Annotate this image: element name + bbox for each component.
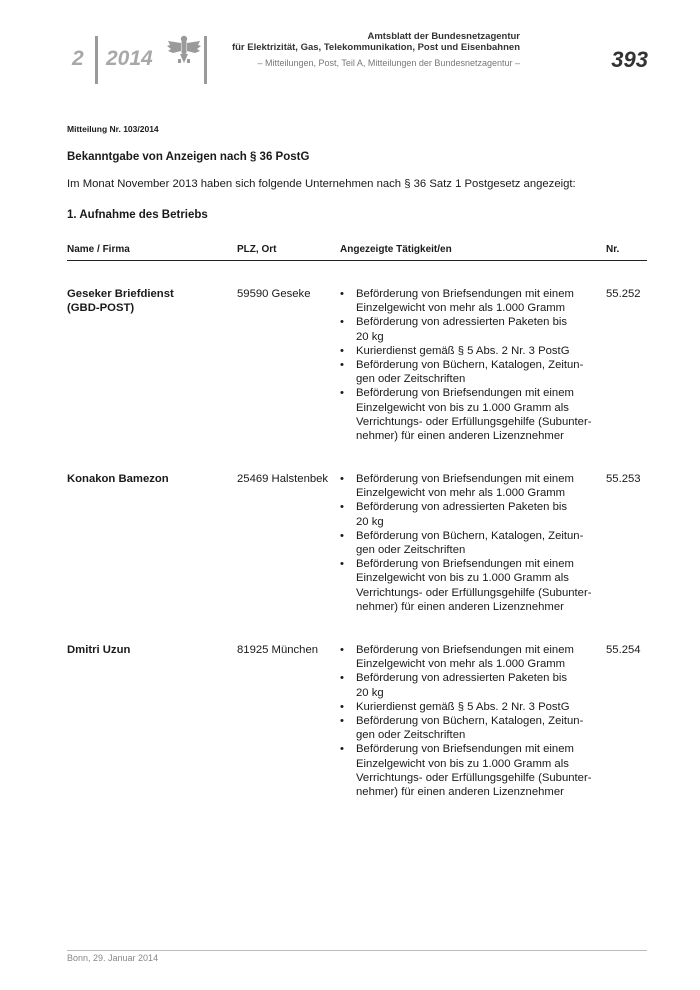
activity-line: Einzelgewicht von mehr als 1.000 Gramm — [356, 658, 566, 671]
column-header-nr: Nr. — [606, 244, 620, 255]
bullet-icon: • — [340, 558, 344, 571]
column-header-ort: PLZ, Ort — [237, 244, 277, 255]
activity-line: Beförderung von Briefsendungen mit einem — [356, 644, 574, 656]
gazette-title — [214, 31, 520, 53]
column-header-activity: Angezeigte Tätigkeit/en — [340, 244, 452, 255]
row-plz-ort: 25469 Halstenbek — [237, 473, 329, 485]
section-title: 1. Aufnahme des Betriebs — [67, 209, 208, 221]
activity-line: Beförderung von adressierten Paketen bis — [356, 672, 568, 685]
company-name-line: (GBD-POST) — [67, 302, 135, 315]
company-name-line: Dmitri Uzun — [67, 644, 131, 656]
activity-item — [340, 287, 600, 315]
row-company-name — [67, 643, 227, 657]
activity-item — [340, 315, 600, 343]
activity-line: 20 kg — [356, 515, 384, 528]
bullet-icon: • — [340, 387, 344, 400]
activity-line: Beförderung von Büchern, Katalogen, Zeitun- — [356, 529, 584, 542]
activity-line: Beförderung von Briefsendungen mit einem — [356, 387, 574, 400]
activity-line: Einzelgewicht von mehr als 1.000 Gramm — [356, 487, 566, 500]
activity-line: Kurierdienst gemäß § 5 Abs. 2 Nr. 3 PostG — [356, 700, 570, 713]
activity-line: gen oder Zeitschriften — [356, 729, 466, 742]
activity-line: Beförderung von adressierten Paketen bis — [356, 501, 568, 514]
activity-item — [340, 529, 600, 557]
activity-line: Beförderung von Büchern, Katalogen, Zeitun- — [356, 359, 584, 372]
activity-line: Beförderung von Briefsendungen mit einem — [356, 558, 574, 571]
activity-item — [340, 671, 600, 699]
bullet-icon: • — [340, 672, 344, 685]
activity-item — [340, 358, 600, 386]
activity-line: 20 kg — [356, 686, 384, 699]
bullet-icon: • — [340, 743, 344, 756]
activity-line: Beförderung von Briefsendungen mit einem — [356, 473, 574, 485]
table-header-rule — [67, 260, 647, 261]
activity-line: Einzelgewicht von bis zu 1.000 Gramm als — [356, 572, 569, 585]
bullet-icon: • — [340, 644, 344, 656]
bullet-icon: • — [340, 715, 344, 728]
activity-line: Beförderung von Briefsendungen mit einem — [356, 743, 574, 756]
header-divider-right — [204, 36, 207, 84]
activity-line: Kurierdienst gemäß § 5 Abs. 2 Nr. 3 PostG — [356, 344, 570, 357]
activity-item — [340, 344, 600, 358]
activity-line: Beförderung von adressierten Paketen bis — [356, 316, 568, 329]
header-divider — [95, 36, 98, 84]
page-number: 393 — [611, 47, 648, 72]
footer-place-date: Bonn, 29. Januar 2014 — [67, 953, 159, 963]
row-number: 55.254 — [606, 644, 641, 656]
bullet-icon: • — [340, 316, 344, 329]
activity-line: nehmer) für einen anderen Lizenznehmer — [356, 600, 564, 613]
issue-number: 2 — [72, 47, 84, 70]
bullet-icon: • — [340, 473, 344, 485]
bullet-icon: • — [340, 700, 344, 713]
bullet-icon: • — [340, 344, 344, 357]
activity-line: nehmer) für einen anderen Lizenznehmer — [356, 430, 564, 443]
activity-line: gen oder Zeitschriften — [356, 373, 466, 386]
activity-line: gen oder Zeitschriften — [356, 544, 466, 557]
row-number: 55.253 — [606, 473, 641, 485]
activity-line: Einzelgewicht von bis zu 1.000 Gramm als — [356, 757, 569, 770]
footer-rule — [67, 950, 647, 951]
company-name-line: Geseker Briefdienst — [67, 288, 174, 300]
federal-eagle-icon — [166, 33, 202, 67]
activity-line: Beförderung von Briefsendungen mit einem — [356, 288, 574, 300]
gazette-title-line1: Amtsblatt der Bundesnetzagentur — [367, 31, 520, 42]
row-activity-list — [340, 287, 600, 443]
gazette-title-line2: für Elektrizität, Gas, Telekommunikation, Post und Eisenbahnen — [231, 42, 520, 53]
activity-line: 20 kg — [356, 330, 384, 343]
bullet-icon: • — [340, 288, 344, 300]
notice-heading: Bekanntgabe von Anzeigen nach § 36 PostG — [67, 151, 310, 163]
issue-year: 2014 — [106, 47, 153, 70]
activity-item — [340, 472, 600, 500]
activity-line: Einzelgewicht von bis zu 1.000 Gramm als — [356, 401, 569, 414]
row-number: 55.252 — [606, 288, 641, 300]
notice-number: Mitteilung Nr. 103/2014 — [67, 124, 159, 134]
activity-item — [340, 742, 600, 799]
column-header-name: Name / Firma — [67, 244, 130, 255]
activity-line: Verrichtungs- oder Erfüllungsgehilfe (Subunter- — [356, 771, 592, 784]
activity-item — [340, 643, 600, 671]
row-activity-list — [340, 472, 600, 614]
activity-line: Beförderung von Büchern, Katalogen, Zeitun- — [356, 715, 584, 728]
activity-item — [340, 557, 600, 614]
gazette-subtitle: – Mitteilungen, Post, Teil A, Mitteilungen der Bundesnetzagentur – — [257, 58, 520, 68]
bullet-icon: • — [340, 529, 344, 542]
row-plz-ort: 59590 Geseke — [237, 288, 311, 300]
row-plz-ort: 81925 München — [237, 644, 319, 656]
activity-line: Einzelgewicht von mehr als 1.000 Gramm — [356, 302, 566, 315]
activity-item — [340, 700, 600, 714]
activity-line: Verrichtungs- oder Erfüllungsgehilfe (Subunter- — [356, 586, 592, 599]
bullet-icon: • — [340, 359, 344, 372]
bullet-icon: • — [340, 501, 344, 514]
row-company-name — [67, 287, 227, 315]
activity-item — [340, 386, 600, 443]
activity-line: Verrichtungs- oder Erfüllungsgehilfe (Subunter- — [356, 415, 592, 428]
activity-line: nehmer) für einen anderen Lizenznehmer — [356, 786, 564, 799]
row-company-name — [67, 472, 227, 486]
row-activity-list — [340, 643, 600, 799]
company-name-line: Konakon Bamezon — [67, 473, 169, 485]
intro-paragraph: Im Monat November 2013 haben sich folgende Unternehmen nach § 36 Satz 1 Postgesetz angezeigt: — [67, 178, 576, 190]
activity-item — [340, 714, 600, 742]
activity-item — [340, 500, 600, 528]
